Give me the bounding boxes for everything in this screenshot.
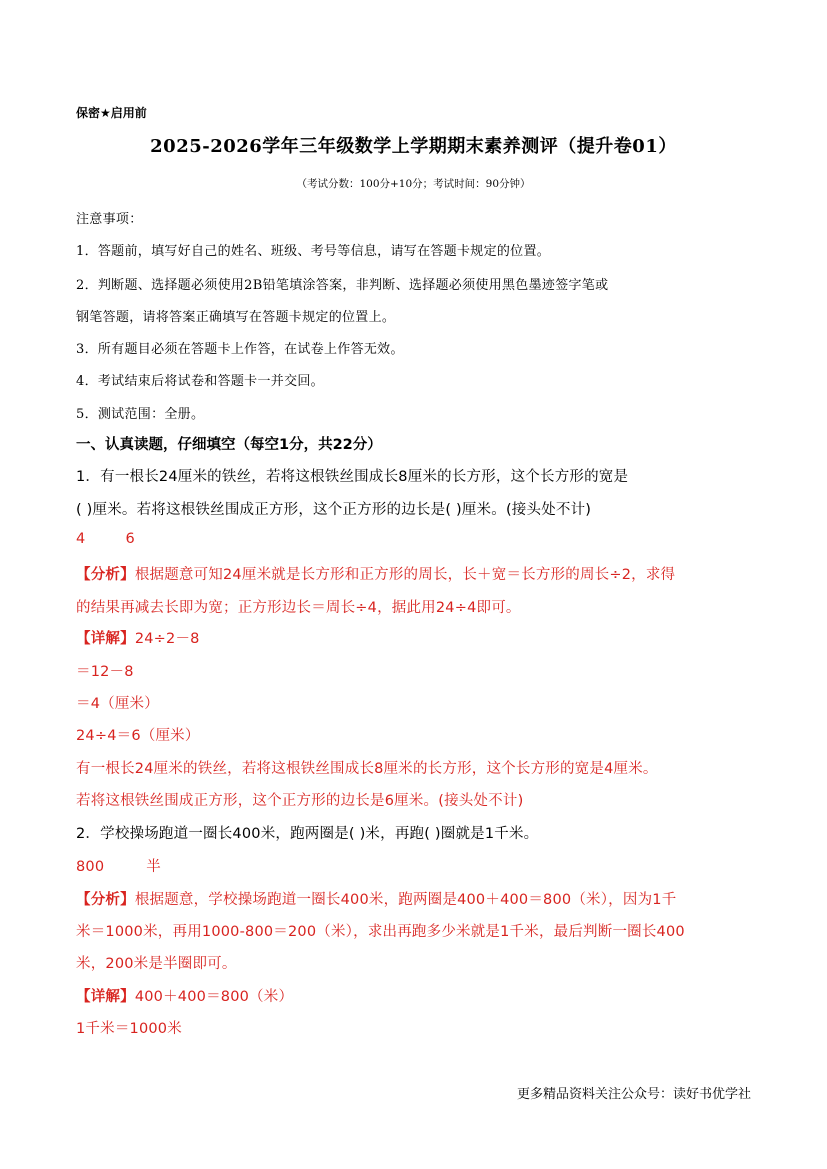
question-2-detail: 【详解】400＋400＝800（米） bbox=[76, 989, 294, 1005]
confidential-label: 保密★启用前 bbox=[76, 106, 147, 120]
answer-value: 800 bbox=[76, 859, 105, 875]
question-1-summary: 有一根长24厘米的铁丝，若将这根铁丝围成长8厘米的长方形，这个长方形的宽是4厘米。 bbox=[76, 761, 658, 777]
notice-item: 5．测试范围：全册。 bbox=[76, 407, 205, 422]
exam-info: （考试分数：100分+10分；考试时间：90分钟） bbox=[296, 178, 531, 190]
question-2-line: 2．学校操场跑道一圈长400米，跑两圈是( )米，再跑( )圈就是1千米。 bbox=[76, 826, 539, 842]
section-heading: 一、认真读题，仔细填空（每空1分，共22分） bbox=[76, 437, 382, 453]
notice-item: 1．答题前，填写好自己的姓名、班级、考号等信息，请写在答题卡规定的位置。 bbox=[76, 244, 551, 259]
question-1-summary: 若将这根铁丝围成正方形，这个正方形的边长是6厘米。(接头处不计) bbox=[76, 793, 524, 809]
detail-step: ＝12－8 bbox=[76, 664, 134, 680]
detail-step: ＝4（厘米） bbox=[76, 696, 159, 712]
question-2-analysis-cont: 米＝1000米，再用1000-800＝200（米），求出再跑多少米就是1千米，最后判断一圈长400 bbox=[76, 924, 685, 940]
notice-item: 2．判断题、选择题必须使用2B铅笔填涂答案，非判断、选择题必须使用黑色墨迹签字笔或 bbox=[76, 278, 609, 293]
question-2-analysis: 【分析】根据题意，学校操场跑道一圈长400米，跑两圈是400＋400＝800（米），因为1千 bbox=[76, 892, 677, 908]
question-2-answers bbox=[76, 855, 161, 876]
detail-tag: 【详解】 bbox=[76, 631, 135, 647]
notice-item: 4．考试结束后将试卷和答题卡一并交回。 bbox=[76, 374, 324, 389]
analysis-tag: 【分析】 bbox=[76, 892, 135, 908]
detail-step: 1千米＝1000米 bbox=[76, 1021, 182, 1037]
footer-note: 更多精品资料关注公众号：读好书优学社 bbox=[516, 1087, 751, 1102]
notice-item: 3．所有题目必须在答题卡上作答，在试卷上作答无效。 bbox=[76, 342, 404, 357]
detail-step: 24÷4＝6（厘米） bbox=[76, 728, 200, 744]
detail-tag: 【详解】 bbox=[76, 989, 135, 1005]
question-1-analysis: 【分析】根据题意可知24厘米就是长方形和正方形的周长，长＋宽＝长方形的周长÷2，求得 bbox=[76, 567, 676, 583]
answer-value: 4 bbox=[76, 531, 86, 547]
notice-heading: 注意事项： bbox=[76, 212, 143, 227]
notice-item: 钢笔答题，请将答案正确填写在答题卡规定的位置上。 bbox=[76, 310, 396, 325]
question-1-line: 1．有一根长24厘米的铁丝，若将这根铁丝围成长8厘米的长方形，这个长方形的宽是 bbox=[76, 469, 629, 485]
question-2-analysis-cont: 米，200米是半圈即可。 bbox=[76, 956, 237, 972]
analysis-tag: 【分析】 bbox=[76, 567, 135, 583]
question-1-line: ( )厘米。若将这根铁丝围成正方形，这个正方形的边长是( )厘米。(接头处不计) bbox=[76, 502, 592, 518]
answer-value: 半 bbox=[146, 859, 161, 875]
question-1-detail: 【详解】24÷2－8 bbox=[76, 631, 200, 647]
answer-value: 6 bbox=[125, 531, 135, 547]
page-title: 2025-2026学年三年级数学上学期期末素养测评（提升卷01） bbox=[150, 136, 677, 157]
question-1-analysis-cont: 的结果再减去长即为宽；正方形边长＝周长÷4，据此用24÷4即可。 bbox=[76, 600, 521, 616]
question-1-answers bbox=[76, 531, 135, 547]
